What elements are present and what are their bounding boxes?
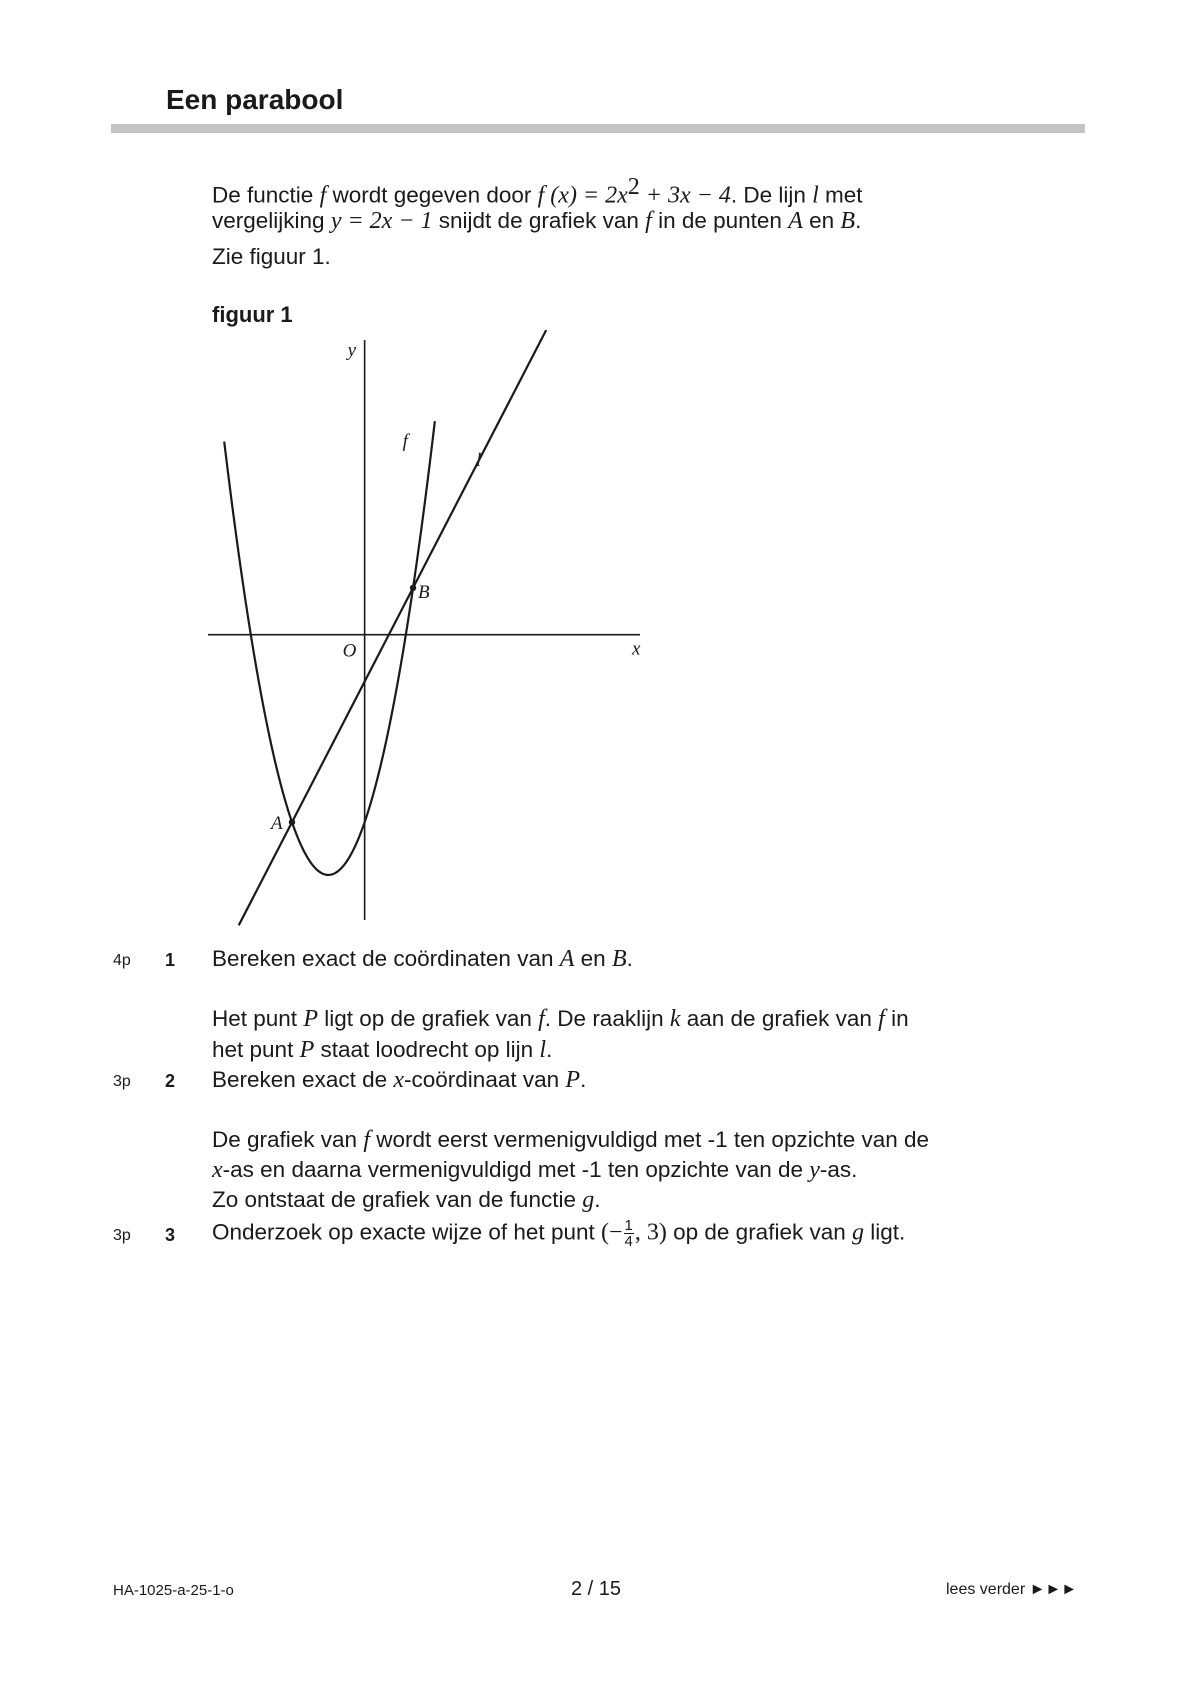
question-1-points: 4p: [113, 952, 131, 969]
figure-label: figuur 1: [212, 302, 293, 327]
question-2-text: Bereken exact de x-coördinaat van P.: [212, 1067, 587, 1093]
question-2-context-2: het punt P staat loodrecht op lijn l.: [212, 1037, 553, 1063]
question-3-number: 3: [165, 1225, 176, 1245]
question-2-points: 3p: [113, 1073, 131, 1090]
origin-label: O: [342, 640, 357, 662]
page-title: Een parabool: [166, 84, 344, 115]
series-f-label: f: [402, 431, 408, 453]
question-2-context-1: Het punt P ligt op de grafiek van f. De raaklijn k aan de grafiek van f in: [212, 1006, 909, 1032]
intro-line-1: De functie f wordt gegeven door f $(x) = 2x^2 + 3x - 4$. De lijn l met: [212, 174, 863, 209]
footer-page-number: 2 / 15: [571, 1578, 622, 1600]
question-1-number: 1: [165, 950, 176, 970]
intro-line-3: Zie figuur 1.: [212, 244, 331, 269]
question-2-number: 2: [165, 1071, 176, 1091]
point-a-label: A: [271, 813, 283, 835]
x-axis-label: x: [632, 638, 641, 660]
question-3-context-1: De grafiek van f wordt eerst vermenigvuldigd met -1 ten opzichte van de: [212, 1127, 930, 1153]
question-3-text: Onderzoek op exacte wijze of het punt (− $\frac{1}{4}$ , 3) op de grafiek van g ligt.: [212, 1217, 906, 1250]
footer-exam-code: HA-1025-a-25-1-o: [113, 1582, 234, 1599]
title-divider: [111, 124, 1085, 133]
question-3-context-3: Zo ontstaat de grafiek van de functie g.: [212, 1187, 601, 1213]
point-b-dot: [410, 585, 416, 591]
question-3-context-2: x-as en daarna vermenigvuldigd met -1 ten opzichte van de y-as.: [212, 1157, 858, 1183]
question-3-points: 3p: [113, 1227, 131, 1244]
intro-line-2: vergelijking y = 2x − 1 snijdt de grafiek van f in de punten A en B.: [212, 208, 862, 234]
series-f-curve: [224, 421, 435, 875]
y-axis-label: y: [347, 340, 357, 361]
fraction-one-quarter: $\frac{1}{4}$: [624, 1217, 633, 1250]
series-l-line: [239, 330, 546, 925]
point-b-label: B: [418, 581, 430, 603]
footer-continue[interactable]: lees verder ►►►: [946, 1581, 1078, 1598]
series-l-label: l: [476, 449, 482, 471]
figure-graph: [200, 330, 660, 930]
point-a-dot: [289, 819, 295, 825]
question-1-text: Bereken exact de coördinaten van A en B.: [212, 946, 633, 972]
